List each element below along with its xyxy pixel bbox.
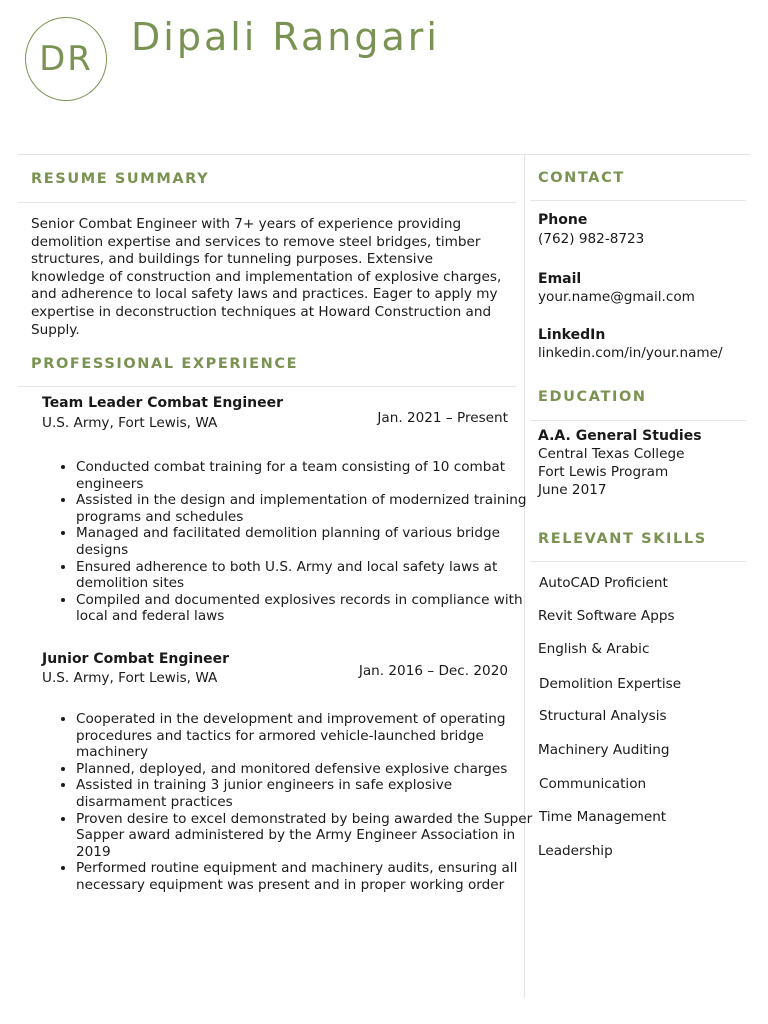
summary-text: Senior Combat Engineer with 7+ years of experience providing demolition expertise and services to remove steel bridges, timber structures, and buildings for tunneling purposes. Extensive knowledge of construction and implementation of explosive charges, and adherence to local safety laws and practices. Eager to apply my expertise in deconstruction techniques at Howard Construction and Supply.: [31, 216, 502, 338]
job-bullet: • Conducted combat training for a team consisting of 10 combat engineers: [76, 459, 546, 492]
candidate-name: Dipali Rangari: [131, 15, 440, 59]
phone-label: Phone: [538, 212, 588, 228]
skill-item: Machinery Auditing: [538, 742, 670, 758]
skill-item: AutoCAD Proficient: [539, 575, 668, 591]
job-organization: U.S. Army, Fort Lewis, WA: [42, 670, 218, 686]
skill-item: Revit Software Apps: [538, 608, 675, 624]
section-divider: [18, 386, 516, 387]
job-dates: Jan. 2021 – Present: [377, 410, 508, 426]
graduation-date: June 2017: [538, 482, 607, 498]
job-bullet: • Ensured adherence to both U.S. Army and local safety laws at demolition sites: [76, 559, 546, 592]
section-title-summary: RESUME SUMMARY: [31, 171, 210, 187]
monogram-badge: [25, 17, 107, 101]
section-divider: [530, 561, 746, 562]
skill-item: Leadership: [538, 843, 613, 859]
skill-item: English & Arabic: [538, 641, 650, 657]
job-dates: Jan. 2016 – Dec. 2020: [358, 663, 508, 679]
job-bullet: • Performed routine equipment and machinery audits, ensuring all necessary equipment was present and in proper working order: [76, 860, 546, 893]
job-bullet: • Cooperated in the development and improvement of operating procedures and tactics for armored vehicle-launched bridge machinery: [76, 711, 546, 761]
monogram-initials: DR: [39, 39, 93, 79]
skill-item: Time Management: [539, 809, 667, 825]
job-bullet: • Managed and facilitated demolition planning of various bridge designs: [76, 525, 546, 558]
linkedin-label: LinkedIn: [538, 327, 606, 343]
section-title-education: EDUCATION: [538, 389, 647, 405]
email-value: your.name@gmail.com: [538, 289, 695, 305]
skill-item: Demolition Expertise: [539, 676, 682, 692]
section-divider: [530, 200, 746, 201]
job-bullet: • Compiled and documented explosives records in compliance with local and federal laws: [76, 592, 546, 625]
linkedin-value: linkedin.com/in/your.name/: [538, 345, 723, 361]
job-title: Team Leader Combat Engineer: [42, 395, 283, 411]
section-divider: [530, 420, 746, 421]
school-name: Central Texas College: [538, 446, 685, 462]
job-organization: U.S. Army, Fort Lewis, WA: [42, 415, 218, 431]
section-title-contact: CONTACT: [538, 170, 625, 186]
section-title-skills: RELEVANT SKILLS: [538, 531, 707, 547]
job-bullet: • Proven desire to excel demonstrated by being awarded the Supper Sapper award administered by the Army Engineer Association in 2019: [76, 811, 546, 861]
email-label: Email: [538, 271, 582, 287]
phone-value: (762) 982-8723: [538, 231, 645, 247]
job-bullet: • Assisted in the design and implementation of modernized training programs and schedules: [76, 492, 546, 525]
program-name: Fort Lewis Program: [538, 464, 669, 480]
job-bullet: • Planned, deployed, and monitored defensive explosive charges: [76, 761, 546, 778]
section-title-experience: PROFESSIONAL EXPERIENCE: [31, 356, 299, 372]
degree-name: A.A. General Studies: [538, 428, 702, 444]
header-divider: [18, 154, 750, 155]
skill-item: Structural Analysis: [539, 708, 667, 724]
skill-item: Communication: [539, 776, 647, 792]
job-title: Junior Combat Engineer: [42, 651, 230, 667]
section-divider: [18, 202, 516, 203]
job-bullet: • Assisted in training 3 junior engineers in safe explosive disarmament practices: [76, 777, 546, 810]
job-bullets: [40, 711, 546, 894]
job-bullets: [40, 459, 546, 625]
